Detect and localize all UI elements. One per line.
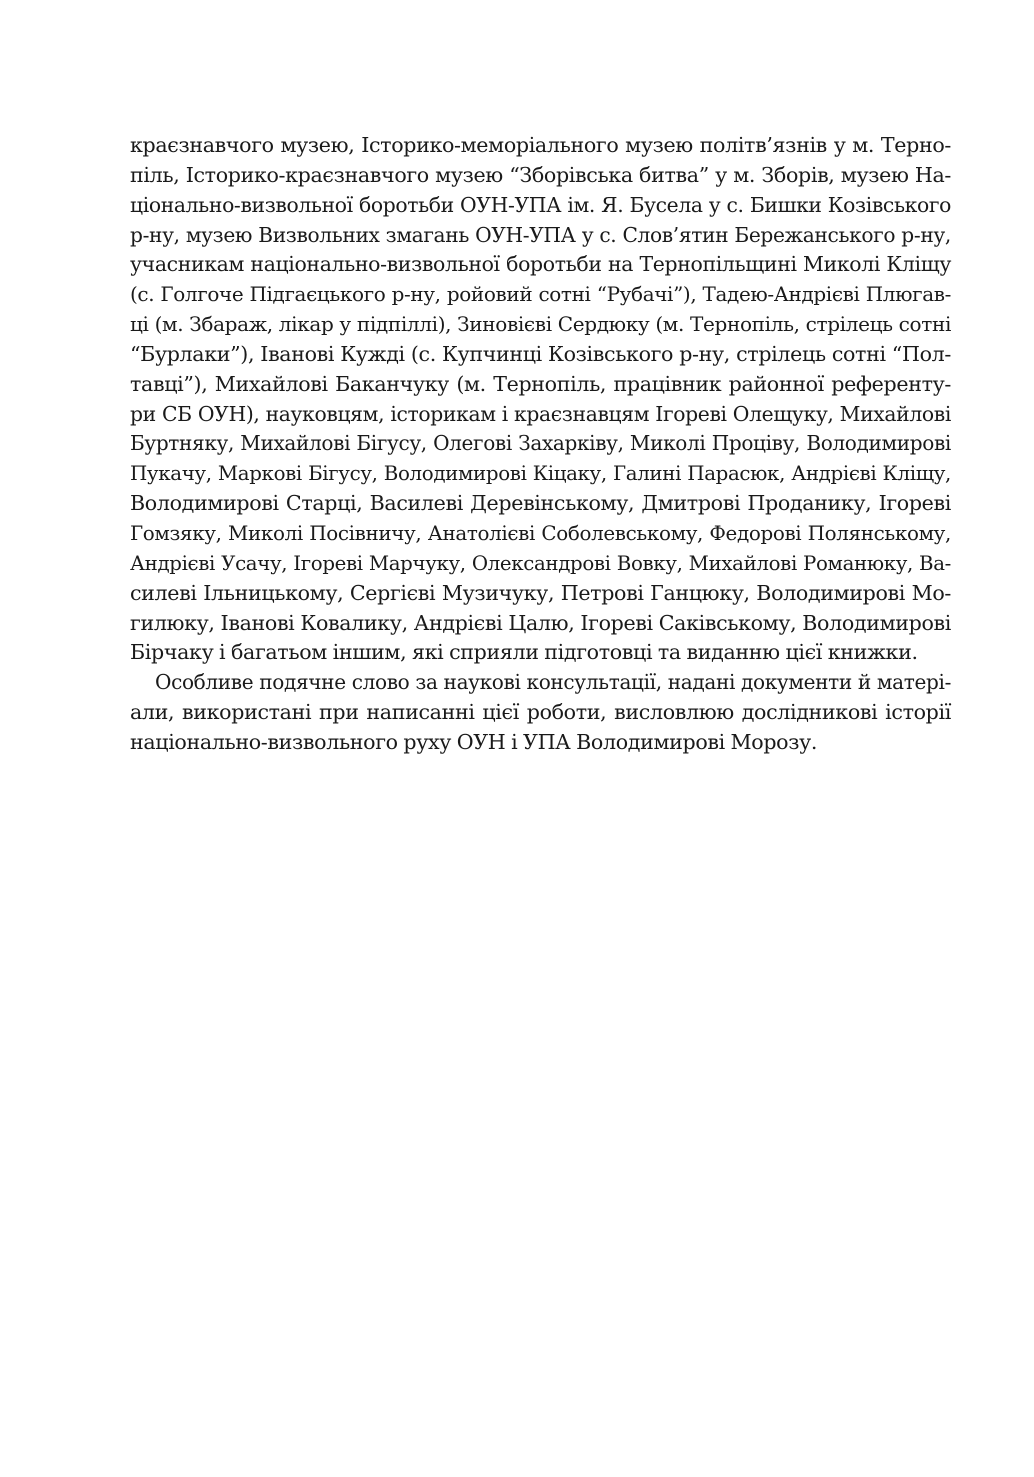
text-line: али, використані при написанні цієї роботи, висловлюю дослідникові історії [130, 700, 951, 725]
paragraph-acknowledgements [130, 131, 951, 668]
text-line: гилюку, Іванові Ковалику, Андрієві Цалю, Ігореві Саківському, Володимирові [130, 610, 951, 635]
text-line: краєзнавчого музею, Історико-меморіального музею політв’язнів у м. Терно- [130, 133, 951, 157]
text-line: (с. Голгоче Підгаєцького р-ну, ройовий сотні “Рубачі”), Тадею-Андрієві Плюгав- [130, 282, 951, 307]
text-line: національно-визвольного руху ОУН і УПА Володимирові Морозу. [130, 729, 818, 754]
text-line: піль, Історико-краєзнавчого музею “Зборівська битва” у м. Зборів, музею На- [130, 162, 951, 187]
text-line: ри СБ ОУН), науковцям, історикам і краєзнавцям Ігореві Олещуку, Михайлові [130, 401, 951, 426]
text-line: учасникам національно-визвольної боротьби на Тернопільщині Миколі Кліщу [130, 252, 951, 277]
text-line: р-ну, музею Визвольних змагань ОУН-УПА у с. Слов’ятин Бережанського р-ну, [130, 222, 951, 247]
body-text [130, 131, 951, 758]
text-line: тавці”), Михайлові Баканчуку (м. Тернопіль, працівник районної референту- [130, 371, 951, 396]
text-line: Особливе подячне слово за наукові консультації, надані документи й матері- [155, 670, 951, 695]
text-line: Бірчаку і багатьом іншим, які сприяли підготовці та виданню цієї книжки. [130, 640, 918, 665]
text-line: “Бурлаки”), Іванові Кужді (с. Купчинці Козівського р-ну, стрілець сотні “Пол- [130, 341, 951, 366]
paragraph-special-thanks [130, 668, 951, 758]
text-line: силеві Ільницькому, Сергієві Музичуку, Петрові Ганцюку, Володимирові Мо- [130, 580, 951, 605]
text-line: Пукачу, Маркові Бігусу, Володимирові Кіцаку, Галині Парасюк, Андрієві Кліщу, [130, 462, 951, 486]
text-line: Володимирові Старці, Василеві Деревінському, Дмитрові Проданику, Ігореві [130, 491, 951, 516]
text-line: ці (м. Збараж, лікар у підпіллі), Зиновієві Сердюку (м. Тернопіль, стрілець сотні [130, 312, 951, 337]
text-line: Андрієві Усачу, Ігореві Марчуку, Олександрові Вовку, Михайлові Романюку, Ва- [130, 551, 951, 575]
text-line: Буртняку, Михайлові Бігусу, Олегові Захарківу, Миколі Проціву, Володимирові [130, 431, 951, 456]
text-line: ціонально-визвольної боротьби ОУН-УПА ім. Я. Бусела у с. Бишки Козівського [130, 192, 951, 217]
text-line: Гомзяку, Миколі Посівничу, Анатолієві Соболевському, Федорові Полянському, [130, 521, 951, 545]
